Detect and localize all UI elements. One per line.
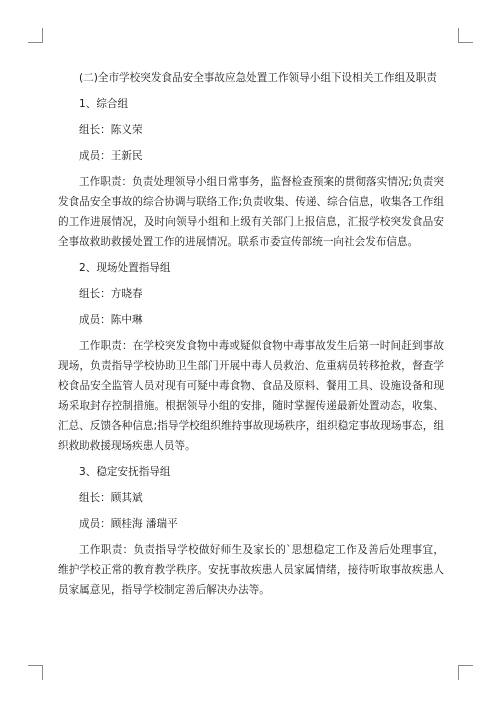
crop-mark-top-right (458, 28, 473, 43)
section-title: 1、综合组 (79, 98, 129, 110)
section-members: 成员：顾桂海 潘瑞平 (79, 518, 178, 530)
section-leader: 组长：顾其斌 (79, 492, 143, 504)
section-title: 2、现场处置指导组 (79, 262, 171, 274)
section-leader: 组长：陈义荣 (79, 124, 143, 136)
document-heading: (二)全市学校突发食品安全事故应急处置工作领导小组下设相关工作组及职责 (79, 72, 437, 84)
section-members: 成员：陈中琳 (79, 314, 143, 326)
crop-mark-bottom-left (28, 665, 43, 680)
crop-mark-top-left (28, 28, 43, 43)
crop-mark-bottom-right (458, 665, 473, 680)
section-duties: 工作职责：在学校突发食物中毒或疑似食物中毒事故发生后第一时间赶到事故现场，负责指导学校协助卫生部门开展中毒人员救治、危重病员转移抢救，督查学校食品安全监管人员对现有可疑中毒食物、食品及原料、餐用工具、设施设备和现场采取封存控制措施。根据领导小组的安排，随时掌握传递最新处置动态，收集、汇总、反馈各种信息;指导学校组织维持事故现场秩序，组织稳定事故现场事态，组织救助救援现场疾患人员等。 (58, 340, 444, 452)
section-duties: 工作职责：负责指导学校做好师生及家长的`思想稳定工作及善后处理事宜，维护学校正常的教育教学秩序。安抚事故疾患人员家属情绪，接待听取事故疾患人员家属意见，指导学校制定善后解决办法等。 (58, 544, 444, 596)
section-title: 3、稳定安抚指导组 (79, 466, 171, 478)
document-body (58, 68, 444, 600)
section-members: 成员：王新民 (79, 150, 143, 162)
section-leader: 组长：方晓春 (79, 288, 143, 300)
section-duties: 工作职责：负责处理领导小组日常事务，监督检查预案的贯彻落实情况;负责突发食品安全事故的综合协调与联络工作;负责收集、传递、综合信息，收集各工作组的工作进展情况，及时向领导小组和上级有关部门上报信息，汇报学校突发食品安全事故救助救援处置工作的进展情况。联系市委宣传部统一向社会发布信息。 (58, 176, 444, 248)
